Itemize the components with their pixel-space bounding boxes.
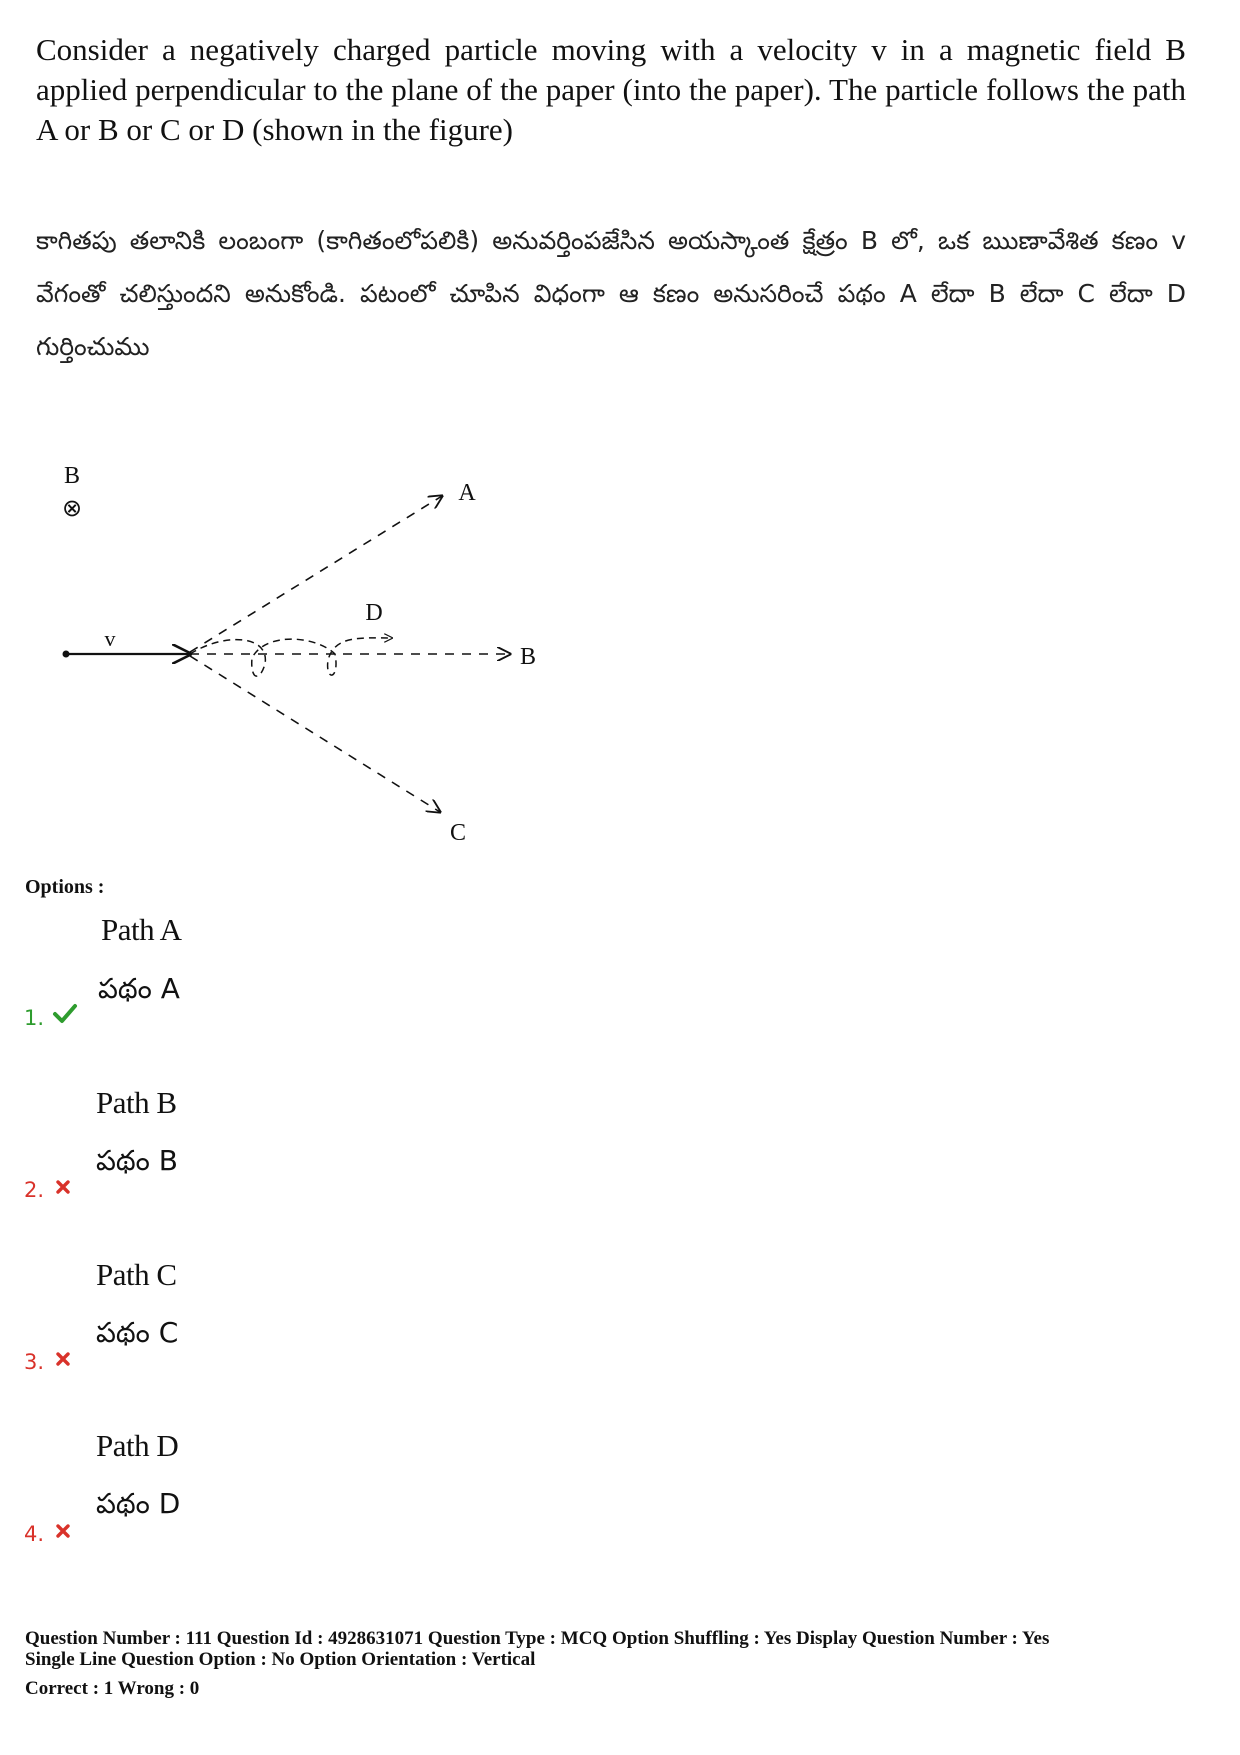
option-1-number: 1. bbox=[24, 1006, 45, 1030]
option-2-text-telugu: పథం B bbox=[96, 1144, 178, 1177]
question-metadata bbox=[25, 1628, 1049, 1699]
option-2-number: 2. bbox=[24, 1178, 45, 1202]
option-4-text-telugu: పథం D bbox=[96, 1487, 181, 1520]
cross-icon bbox=[56, 1180, 70, 1194]
path-a-label: A bbox=[458, 480, 476, 506]
metadata-line-3: Correct : 1 Wrong : 0 bbox=[25, 1678, 200, 1699]
check-icon bbox=[52, 1002, 78, 1024]
options-heading: Options : bbox=[25, 876, 105, 898]
metadata-line-2: Single Line Question Option : No Option Orientation : Vertical bbox=[25, 1649, 536, 1670]
metadata-line-1: Question Number : 111 Question Id : 4928631071 Question Type : MCQ Option Shuffling : Yes Display Question Number : Yes bbox=[25, 1628, 1050, 1649]
velocity-label: v bbox=[104, 626, 116, 651]
option-1-text-telugu: పథం A bbox=[98, 972, 180, 1005]
path-a-line bbox=[190, 496, 442, 652]
field-into-page-icon: ⊗ bbox=[61, 494, 83, 522]
path-d-curve bbox=[190, 638, 392, 676]
option-3-text-telugu: పథం C bbox=[96, 1316, 179, 1349]
cross-icon bbox=[56, 1524, 70, 1538]
option-3-number: 3. bbox=[24, 1350, 45, 1374]
field-label: B bbox=[63, 463, 81, 489]
particle-path-figure bbox=[40, 450, 580, 850]
question-text-english: Consider a negatively charged particle moving with a velocity v in a magnetic field B applied perpendicular to the plane of the paper (into the paper). The particle follows the path A or B or C or D (shown in the figure) bbox=[36, 32, 1186, 147]
cross-icon bbox=[56, 1352, 70, 1366]
path-d-label: D bbox=[365, 600, 383, 626]
option-1-text-english: Path A bbox=[101, 912, 182, 947]
option-4-text-english: Path D bbox=[96, 1428, 179, 1463]
option-4-number: 4. bbox=[24, 1522, 45, 1546]
path-b-label: B bbox=[519, 644, 537, 670]
option-3-text-english: Path C bbox=[96, 1257, 177, 1292]
path-c-line bbox=[190, 656, 440, 812]
option-2-text-english: Path B bbox=[96, 1085, 177, 1120]
question-text-telugu: కాగితపు తలానికి లంబంగా (కాగితంలోపలికి) అనువర్తింపజేసిన అయస్కాంత క్షేత్రం B లో, ఒక ఋణావేశిత కణం v వేగంతో చలిస్తుందని అనుకోండి. పటంలో చూపిన విధంగా ఆ కణం అనుసరించే పథం A లేదా B లేదా C లేదా D గుర్తించుము bbox=[36, 226, 1186, 361]
path-c-label: C bbox=[449, 820, 467, 846]
